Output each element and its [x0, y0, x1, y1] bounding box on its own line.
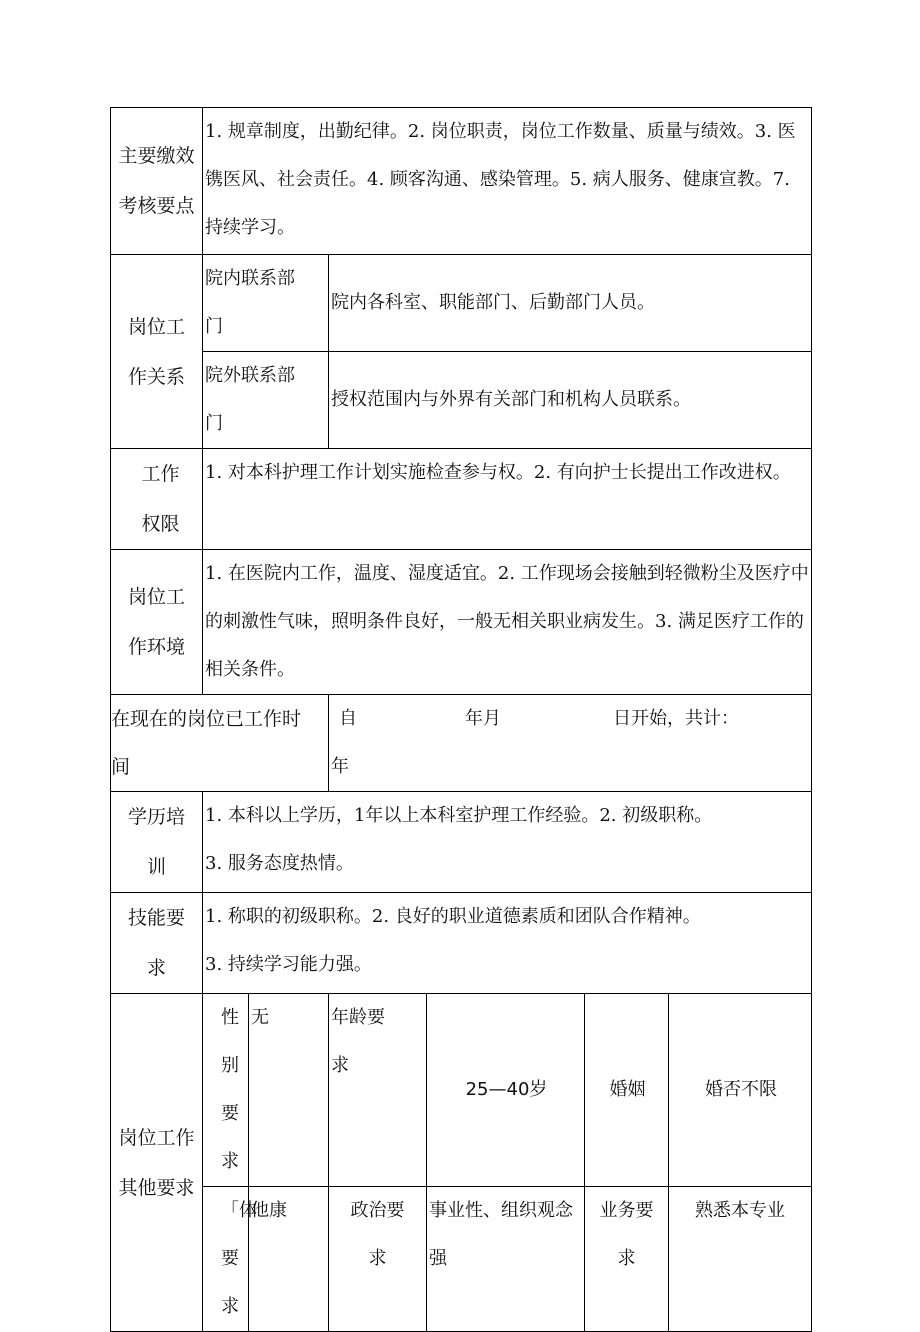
skills-content: [203, 893, 812, 994]
politics-value: 事业性、组织观念强: [427, 1187, 585, 1332]
authority-content: 1. 对本科护理工作计划实施检查参与权。2. 有向护士长提出工作改进权。: [203, 449, 812, 550]
tenure-year: 年: [331, 756, 349, 777]
education-content: [203, 792, 812, 893]
tenure-label: 在现在的岗位已工作时间: [111, 695, 329, 792]
education-line-2: 3. 服务态度热情。: [205, 853, 354, 874]
business-label: 业务要求: [585, 1187, 669, 1332]
job-description-table: [110, 107, 811, 1332]
body-requirement-value: 他康: [249, 1187, 329, 1332]
environment-row: [111, 550, 812, 695]
tenure-value: [329, 695, 812, 792]
authority-label: 工作权限: [111, 449, 203, 550]
authority-row: [111, 449, 812, 550]
education-label: 学历培训: [111, 792, 203, 893]
performance-label: 主要缴效考核要点: [111, 108, 203, 255]
skills-label: 技能要求: [111, 893, 203, 994]
performance-row: [111, 108, 812, 255]
education-row: [111, 792, 812, 893]
other-requirements-row-1: [111, 994, 812, 1187]
skills-line-2: 3. 持续学习能力强。: [205, 954, 372, 975]
environment-label: 岗位工作环境: [111, 550, 203, 695]
skills-line-1: 1. 称职的初级职称。2. 良好的职业道德素质和团队合作精神。: [205, 906, 701, 927]
body-requirement-label: 「体要求: [203, 1187, 249, 1332]
tenure-year-month: 年月: [465, 708, 501, 729]
external-contact-value: 授权范围内与外界有关部门和机构人员联系。: [329, 352, 812, 449]
age-value: 25—40岁: [427, 994, 585, 1187]
requirements-table: [110, 107, 812, 1332]
gender-value: 无: [249, 994, 329, 1187]
relations-internal-row: [111, 255, 812, 352]
environment-content: 1. 在医院内工作，温度、湿度适宜。2. 工作现场会接触到轻微粉尘及医疗中的刺激性气味，照明条件良好，一般无相关职业病发生。3. 满足医疗工作的相关条件。: [203, 550, 812, 695]
education-line-1: 1. 本科以上学历，1年以上本科室护理工作经验。2. 初级职称。: [205, 805, 713, 826]
relations-label: 岗位工作关系: [111, 255, 203, 449]
skills-row: [111, 893, 812, 994]
gender-label: 性别要求: [203, 994, 249, 1187]
tenure-from: 自: [339, 708, 357, 729]
tenure-start-total: 日开始，共计：: [613, 708, 739, 729]
external-contact-label: 院外联系部门: [203, 352, 329, 449]
relations-external-row: [111, 352, 812, 449]
politics-label: 政治要求: [329, 1187, 427, 1332]
age-label: 年龄要求: [329, 994, 427, 1187]
marriage-value: 婚否不限: [669, 994, 812, 1187]
tenure-row: [111, 695, 812, 792]
marriage-label: 婚姻: [585, 994, 669, 1187]
other-requirements-label: 岗位工作其他要求: [111, 994, 203, 1332]
performance-content: 1. 规章制度，出勤纪律。2. 岗位职责，岗位工作数量、质量与绩效。3. 医镌医风、社会责任。4. 顾客沟通、感染管理。5. 病人服务、健康宣教。7. 持续学习。: [203, 108, 812, 255]
business-value: 熟悉本专业: [669, 1187, 812, 1332]
other-requirements-row-2: [111, 1187, 812, 1332]
internal-contact-label: 院内联系部门: [203, 255, 329, 352]
internal-contact-value: 院内各科室、职能部门、后勤部门人员。: [329, 255, 812, 352]
